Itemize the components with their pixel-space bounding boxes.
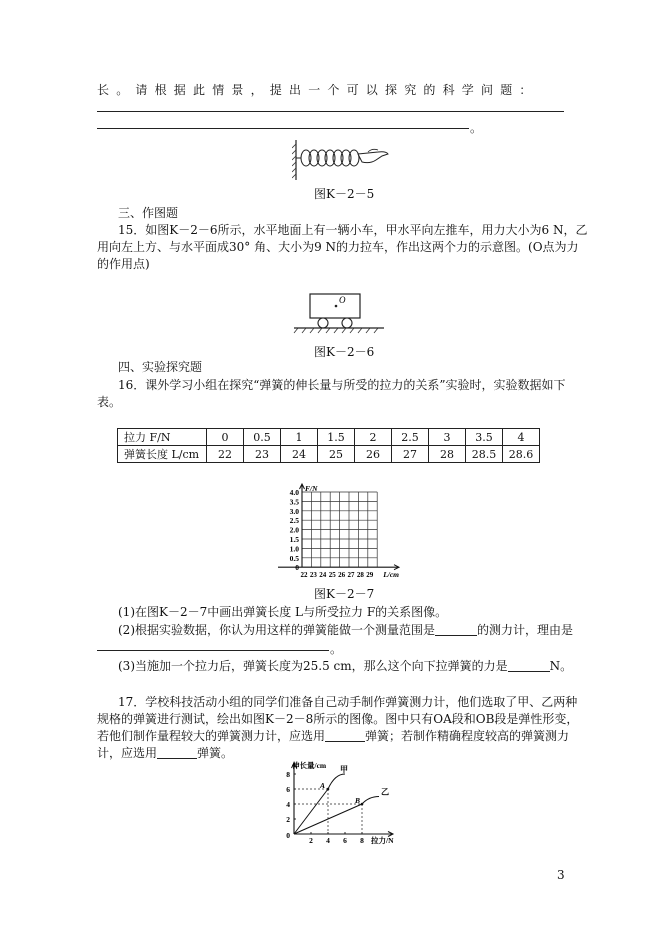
q17-line3-b: 弹簧；若制作精确程度较高的弹簧测力: [365, 729, 570, 743]
chart-k-2-8: [280, 760, 410, 850]
answer-line: [97, 128, 469, 129]
answer-blank[interactable]: [325, 729, 365, 742]
q15-line1: 15．如图K－2－6所示，水平地面上有一辆小车，甲水平向左推车，用力大小为6 N，乙: [118, 223, 588, 237]
table-cell: 28: [429, 446, 466, 463]
x-axis-label: 拉力/N: [371, 836, 394, 845]
x-tick-label: 2: [309, 836, 313, 845]
q16-sub2-end: 。: [330, 642, 343, 656]
y-tick-label: 4: [286, 800, 290, 809]
x-tick-label: 24: [319, 571, 327, 580]
table-cell: 1: [281, 429, 318, 446]
q16-line2: 表。: [97, 395, 122, 409]
q17-line4-b: 弹簧。: [197, 746, 234, 760]
q17-line4-a: 计，应选用: [97, 746, 158, 760]
spring-figure: [292, 138, 392, 182]
y-tick-label: 8: [286, 770, 290, 779]
q17-line4: [97, 745, 233, 761]
table-cell: 25: [318, 446, 355, 463]
y-tick-label: 2: [286, 815, 290, 824]
table-cell: 26: [355, 446, 392, 463]
table-cell: 28.6: [503, 446, 540, 463]
data-table: [117, 428, 540, 463]
x-tick-label: 22: [300, 571, 308, 580]
table-cell: 3.5: [466, 429, 503, 446]
x-tick-label: 27: [347, 571, 355, 580]
table-cell: 2.5: [392, 429, 429, 446]
y-tick-label: 2.0: [289, 525, 299, 535]
table-cell: 23: [244, 446, 281, 463]
grid-chart-k-2-7: [270, 482, 410, 586]
fig-caption-k-2-6: 图K－2－6: [314, 345, 375, 359]
series-point: [327, 788, 330, 791]
table-row: [118, 446, 540, 463]
x-axis-label: L/cm: [383, 570, 400, 580]
x-tick-label: 23: [309, 571, 317, 580]
x-tick-label: 25: [328, 571, 336, 580]
answer-blank[interactable]: [435, 623, 477, 636]
x-tick-label: 26: [338, 571, 346, 580]
y-tick-label: 3.0: [289, 506, 299, 516]
table-row-label: 拉力 F/N: [118, 429, 207, 446]
series-name-label: 甲: [340, 765, 348, 774]
series-name-label: 乙: [381, 787, 389, 797]
y-tick-label: 2.5: [289, 516, 299, 526]
answer-line: [97, 111, 564, 112]
q16-sub3-b: N。: [549, 659, 573, 673]
table-cell: 0: [207, 429, 244, 446]
table-cell: 1.5: [318, 429, 355, 446]
q16-sub2: [118, 622, 573, 638]
fig-caption-k-2-5: 图K－2－5: [314, 187, 375, 201]
table-cell: 3: [429, 429, 466, 446]
q16-sub3-a: (3)当施加一个拉力后，弹簧长度为25.5 cm，那么这个向下拉弹簧的力是: [118, 659, 508, 673]
y-tick-label: 3.5: [289, 497, 299, 507]
table-cell: 2: [355, 429, 392, 446]
x-tick-label: 28: [356, 571, 364, 580]
q14-line1: 长。请根据此情景，提出一个可以探究的科学问题：: [97, 83, 539, 97]
y-tick-label: 1.5: [289, 535, 299, 544]
series-line-curve: [328, 774, 345, 789]
q17-line3-a: 若他们制作量程较大的弹簧测力计，应选用: [97, 729, 326, 743]
point-label: B: [355, 796, 361, 805]
q15-line2: 用向左上方、与水平面成30° 角、大小为9 N的力拉车，作出这两个力的示意图。(O点为力: [97, 240, 579, 254]
series-point: [361, 803, 364, 806]
answer-line[interactable]: [97, 650, 329, 651]
table-cell: 28.5: [466, 446, 503, 463]
q16-line1: 16．课外学习小组在探究“弹簧的伸长量与所受的拉力的关系”实验时，实验数据如下: [118, 378, 566, 392]
q17-line2: 规格的弹簧进行测试，绘出如图K－2－8所示的图像。图中只有OA段和OB段是弹性形变，: [97, 712, 579, 726]
y-tick-label: 4.0: [289, 488, 299, 497]
cart-figure: [292, 290, 392, 340]
section-title-drawing: 三、作图题: [118, 206, 179, 220]
table-cell: 4: [503, 429, 540, 446]
table-cell: 0.5: [244, 429, 281, 446]
answer-blank[interactable]: [508, 659, 550, 672]
y-tick-label: 0.5: [289, 553, 299, 563]
x-tick-label: 8: [360, 836, 364, 845]
point-label: A: [320, 781, 326, 790]
q16-sub1: (1)在图K－2－7中画出弹簧长度 L与所受拉力 F的关系图像。: [118, 605, 448, 619]
table-cell: 24: [281, 446, 318, 463]
point-o-label: O: [339, 295, 346, 305]
table-row-label: 弹簧长度 L/cm: [118, 446, 207, 463]
x-tick-label: 4: [326, 836, 330, 845]
x-tick-label: 29: [366, 571, 374, 580]
table-cell: 27: [392, 446, 429, 463]
series-line-curve: [362, 797, 379, 805]
page-number: 3: [557, 868, 565, 882]
table-row: [118, 429, 540, 446]
y-tick-label: 0: [295, 563, 299, 573]
y-axis-label: F/N: [305, 484, 318, 493]
section-title-experiment: 四、实验探究题: [118, 360, 203, 374]
series-line-linear: [294, 789, 328, 834]
origin-label: 0: [286, 831, 290, 840]
q15-line3: 的作用点): [97, 257, 150, 271]
x-tick-label: 6: [343, 836, 347, 845]
q16-sub2-b: 的测力计，理由是: [477, 623, 574, 637]
answer-blank[interactable]: [157, 746, 197, 759]
y-tick-label: 6: [286, 785, 290, 794]
q17-line3: [97, 728, 569, 744]
y-axis-label: 伸长量/cm: [292, 761, 327, 770]
y-tick-label: 1.0: [289, 544, 299, 554]
q16-sub2-a: (2)根据实验数据，你认为用这样的弹簧能做一个测量范围是: [118, 623, 436, 637]
q17-line1: 17．学校科技活动小组的同学们准备自己动手制作弹簧测力计，他们选取了甲、乙两种: [118, 695, 578, 709]
fig-caption-k-2-7: 图K－2－7: [314, 587, 375, 601]
table-cell: 22: [207, 446, 244, 463]
q16-sub3: [118, 658, 572, 674]
q14-line2-end: 。: [470, 121, 483, 135]
